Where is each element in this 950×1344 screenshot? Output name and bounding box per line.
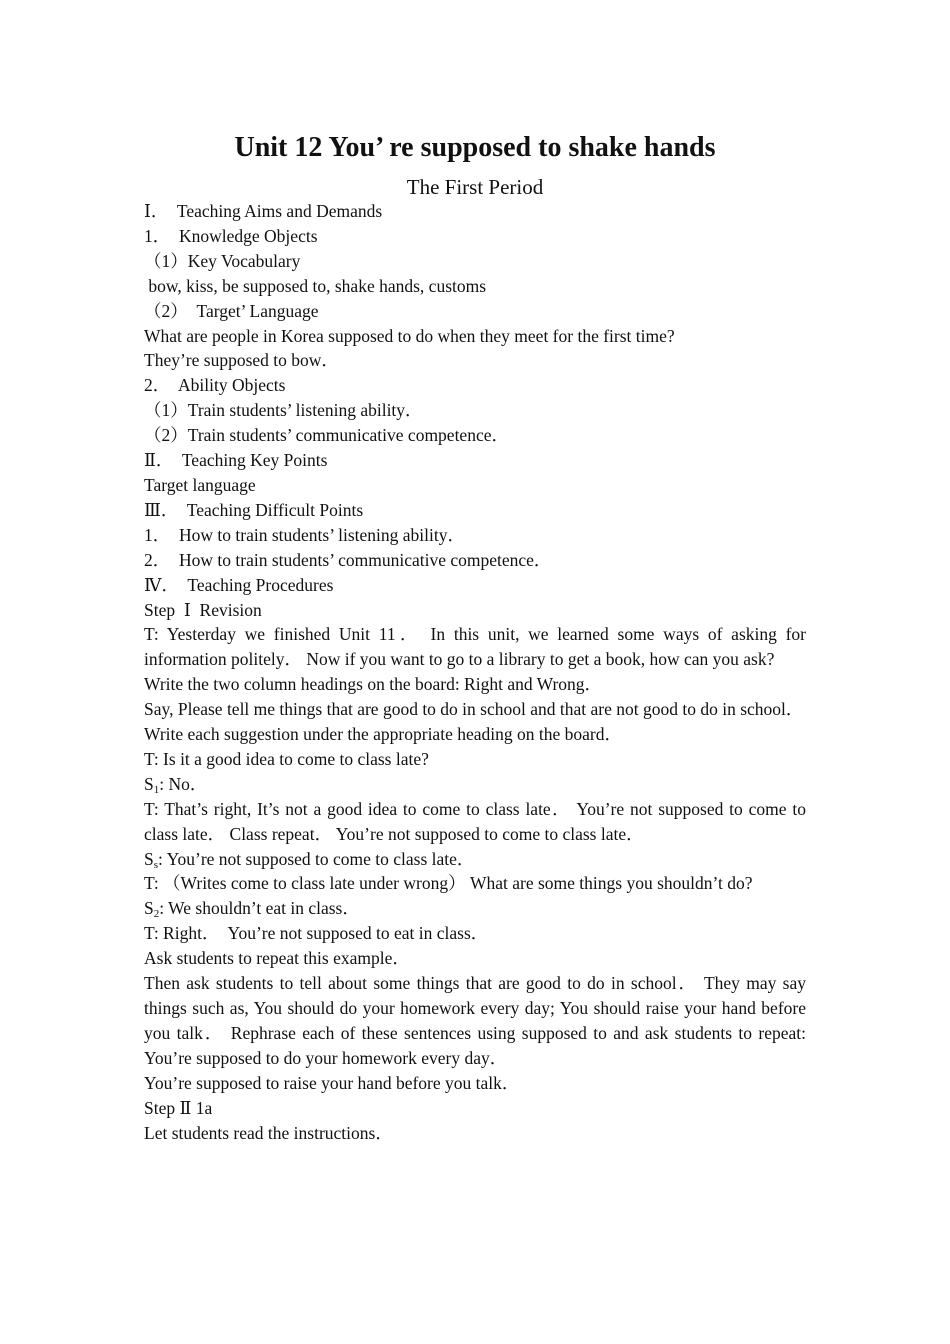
paragraph-teacher-shouldnt: T: （Writes come to class late under wrong） What are some things you shouldn’t do?: [144, 873, 753, 894]
text-line: T: Is it a good idea to come to class late?: [144, 748, 429, 769]
document-subtitle: The First Period: [406, 175, 544, 199]
text-line: Write the two column headings on the board: Right and Wrong．: [144, 674, 603, 695]
dialogue-text: : No．: [159, 773, 208, 794]
text-line: 2． Ability Objects: [144, 375, 286, 396]
text-line: Ⅰ． Teaching Aims and Demands: [144, 201, 383, 221]
text-line: 1． How to train students’ listening ability．: [144, 524, 465, 545]
text-line: （2）Train students’ communicative competence．: [144, 425, 509, 446]
document-body: [144, 199, 806, 1145]
speaker-subscript: 2: [153, 908, 160, 921]
text-line: （1）Key Vocabulary: [144, 250, 301, 271]
dialogue-text: : We shouldn’t eat in class．: [159, 898, 360, 919]
text-line: They’re supposed to bow．: [144, 350, 339, 371]
text-line: （1）Train students’ listening ability．: [144, 400, 423, 421]
text-line: Ⅱ． Teaching Key Points: [144, 450, 328, 471]
speaker-label: S: [144, 898, 154, 919]
text-line: Ask students to repeat this example．: [144, 948, 410, 969]
dialogue-line-s2: [144, 896, 806, 921]
text-line: T: Right． You’re not supposed to eat in class．: [144, 923, 489, 944]
text-line: Write each suggestion under the appropriate heading on the board．: [144, 724, 622, 745]
document-title: Unit 12 You’ re supposed to shake hands: [234, 132, 716, 163]
step-heading: Step Ⅱ 1a: [144, 1097, 213, 1118]
text-line: 1． Knowledge Objects: [144, 225, 318, 246]
paragraph-say: Say, Please tell me things that are good to do in school and that are not good to do in school．: [144, 699, 804, 720]
speaker-subscript: 1: [153, 783, 160, 796]
text-line: Step Ⅰ Revision: [144, 599, 262, 620]
speaker-label: S: [144, 848, 154, 869]
paragraph-teacher-revision: T: Yesterday we finished Unit 11． In this unit, we learned some ways of asking for information politely． Now if you want to go to a library to get a book, how can you ask?: [144, 624, 806, 670]
speaker-label: S: [144, 773, 154, 794]
speaker-subscript: s: [153, 858, 159, 871]
text-line: What are people in Korea supposed to do when they meet for the first time?: [144, 325, 675, 346]
dialogue-line-s1: [144, 772, 806, 797]
dialogue-line-s5: [144, 847, 806, 872]
text-line: Let students read the instructions．: [144, 1122, 393, 1143]
text-line: You’re supposed to raise your hand before you talk．: [144, 1072, 520, 1093]
text-line: （2） Target’ Language: [144, 300, 319, 321]
text-line: 2． How to train students’ communicative competence．: [144, 549, 552, 570]
dialogue-text: : You’re not supposed to come to class late．: [158, 848, 475, 869]
text-line: bow, kiss, be supposed to, shake hands, customs: [144, 275, 487, 296]
paragraph-teacher-late: T: That’s right, It’s not a good idea to come to class late． You’re not supposed to come to class late． Class repeat． You’re not supposed to come to class late．: [144, 798, 806, 844]
paragraph-good-things: Then ask students to tell about some things that are good to do in school． They may say things such as, You should do your homework every day; You should raise your hand before you talk． Rephrase each of these sentences using supposed to and ask students to repeat: You’re supposed to do your homework every day．: [144, 973, 806, 1068]
text-line: Target language: [144, 474, 256, 495]
text-line: Ⅳ． Teaching Procedures: [144, 574, 334, 595]
text-line: Ⅲ． Teaching Difficult Points: [144, 499, 364, 520]
